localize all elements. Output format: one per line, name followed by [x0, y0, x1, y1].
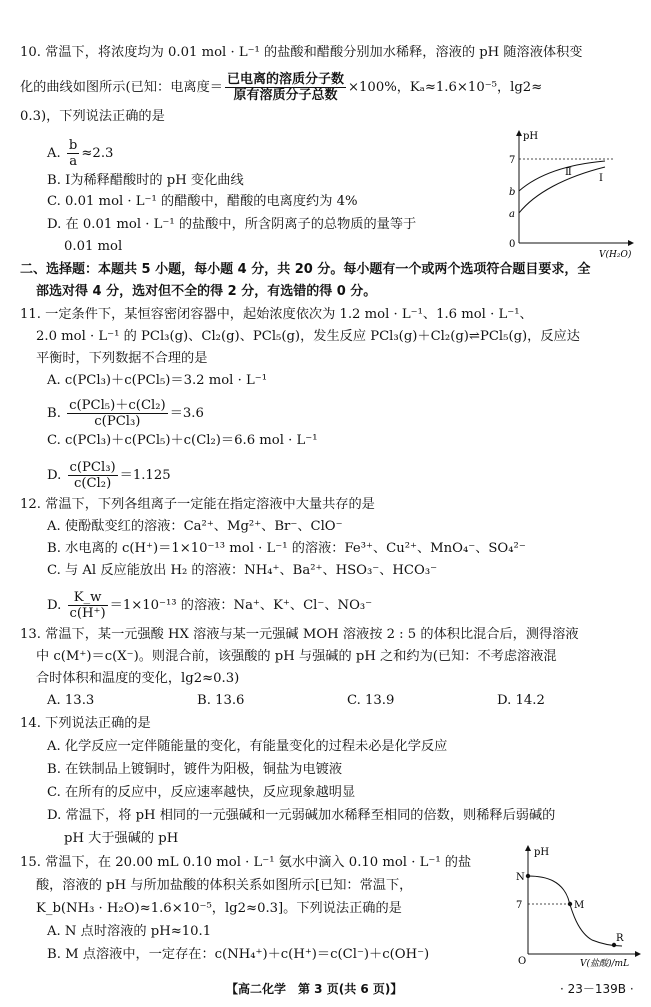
- point-r-label: R: [616, 933, 624, 944]
- q12-option-d: D. $\frac{K\_w}{c(H^+)}$ ＝1×10⁻¹³ 的溶液：Na⁺、K⁺、Cl⁻、NO₃⁻: [47, 590, 373, 621]
- q12-option-a: A. 使酚酞变红的溶液：Ca²⁺、Mg²⁺、Br⁻、ClO⁻: [47, 519, 343, 534]
- q11-line1: 11. 一定条件下，某恒容密闭容器中，起始浓度依次为 1.2 mol · L⁻¹、1.6 mol · L⁻¹、: [20, 307, 533, 322]
- q13-option-b: B. 13.6: [197, 693, 245, 708]
- q13-option-d: D. 14.2: [497, 693, 545, 708]
- q13-line3: 合时体积和温度的变化，lg2≈0.3): [36, 671, 240, 686]
- q10-option-d: D. 在 0.01 mol · L⁻¹ 的盐酸中，所含阴离子的总物质的量等于: [47, 217, 417, 232]
- q10-line2: 化的曲线如图所示(已知：电离度＝ $\frac{\text{已电离的溶质分子数}}{\text{原有溶质分子总数}}$ ×100%，Kₐ≈1.6×10⁻⁵，lg2≈: [20, 72, 543, 103]
- graph2-x-label: V(盐酸)/mL: [580, 959, 630, 969]
- q10-option-c: C. 0.01 mol · L⁻¹ 的醋酸中，醋酸的电离度约为 4%: [47, 194, 358, 209]
- ionization-degree-fraction: $\frac{\text{已电离的溶质分子数}}{\text{原有溶质分子总数}}$: [226, 72, 344, 103]
- q11-option-a: A. c(PCl₃)＋c(PCl₅)＝3.2 mol · L⁻¹: [47, 373, 267, 388]
- paper-code: · 23－139B ·: [560, 982, 634, 996]
- q10-line1: 10. 常温下，将浓度均为 0.01 mol · L⁻¹ 的盐酸和醋酸分别加水稀释，溶液的 pH 随溶液体积变: [20, 45, 583, 60]
- point-m-label: M: [574, 900, 585, 911]
- q14-option-d-cont: pH 大于强碱的 pH: [64, 831, 179, 846]
- q10-line3: 0.3)，下列说法正确的是: [20, 109, 165, 124]
- q15-line1: 15. 常温下，在 20.00 mL 0.10 mol · L⁻¹ 氨水中滴入 0.10 mol · L⁻¹ 的盐: [20, 855, 472, 870]
- q10-option-a: A. $\frac{b}{a}$ ≈2.3: [47, 138, 114, 169]
- q15-titration-graph: [508, 842, 644, 970]
- graph2-origin: O: [518, 956, 527, 967]
- q12-option-c: C. 与 Al 反应能放出 H₂ 的溶液：NH₄⁺、Ba²⁺、HSO₃⁻、HCO₃⁻: [47, 563, 438, 578]
- graph2-y-label: pH: [534, 847, 550, 858]
- q15-line3: K_b(NH₃ · H₂O)≈1.6×10⁻⁵，lg2≈0.3]。下列说法正确的是: [36, 901, 402, 916]
- graph-x-label: V(H₂O): [599, 250, 632, 260]
- q15-line2: 酸，溶液的 pH 与所加盐酸的体积关系如图所示[已知：常温下，: [36, 878, 413, 893]
- q13-option-a: A. 13.3: [47, 693, 95, 708]
- q10-option-b: B. Ⅰ为稀释醋酸时的 pH 变化曲线: [47, 173, 244, 188]
- q14-option-d: D. 常温下，将 pH 相同的一元强碱和一元弱碱加水稀释至相同的倍数，则稀释后弱碱的: [47, 808, 556, 823]
- q11-option-b: B. $\frac{\text{c(PCl₅)＋c(Cl₂)}}{\text{c(PCl₃)}}$ ＝3.6: [47, 398, 204, 429]
- q13-options: [47, 692, 545, 710]
- graph2-tick-7: 7: [516, 900, 523, 911]
- q12-option-b: B. 水电离的 c(H⁺)＝1×10⁻¹³ mol · L⁻¹ 的溶液：Fe³⁺、Cu²⁺、MnO₄⁻、SO₄²⁻: [47, 541, 526, 556]
- point-n-label: N: [516, 872, 525, 883]
- q10-dilution-graph: [505, 127, 637, 265]
- q15-option-b: B. M 点溶液中，一定存在：c(NH₄⁺)＋c(H⁺)＝c(Cl⁻)＋c(OH⁻): [47, 947, 430, 962]
- q11-line3: 平衡时，下列数据不合理的是: [36, 351, 208, 366]
- page-footer: 【高二化学 第 3 页(共 6 页)】: [226, 982, 403, 996]
- curve-i-label: Ⅰ: [599, 173, 603, 184]
- q15-option-a: A. N 点时溶液的 pH≈10.1: [47, 924, 212, 939]
- curve-ii-label: Ⅱ: [565, 167, 572, 178]
- graph-y-label: pH: [523, 131, 539, 142]
- origin-label: 0: [509, 239, 516, 250]
- q12-line1: 12. 常温下，下列各组离子一定能在指定溶液中大量共存的是: [20, 497, 375, 512]
- q14-option-a: A. 化学反应一定伴随能量的变化，有能量变化的过程未必是化学反应: [47, 739, 448, 754]
- q13-option-c: C. 13.9: [347, 693, 395, 708]
- tick-b: b: [509, 187, 516, 198]
- q13-line1: 13. 常温下，某一元强酸 HX 溶液与某一元强碱 MOH 溶液按 2 : 5 的体积比混合后，测得溶液: [20, 627, 579, 642]
- q14-option-b: B. 在铁制品上镀铜时，镀件为阳极，铜盐为电镀液: [47, 762, 343, 777]
- q10-option-d-cont: 0.01 mol: [64, 239, 123, 254]
- tick-7: 7: [509, 155, 516, 166]
- q14-line1: 14. 下列说法正确的是: [20, 716, 151, 731]
- q13-line2: 中 c(M⁺)＝c(X⁻)。则混合前，该强酸的 pH 与强碱的 pH 之和约为(已知：不考虑溶液混: [36, 649, 557, 664]
- q11-line2: 2.0 mol · L⁻¹ 的 PCl₃(g)、Cl₂(g)、PCl₅(g)，发生反应 PCl₃(g)＋Cl₂(g)⇌PCl₅(g)，反应达: [36, 329, 580, 344]
- q14-option-c: C. 在所有的反应中，反应速率越快，反应现象越明显: [47, 785, 356, 800]
- q11-option-d: D. $\frac{\text{c(PCl₃)}}{\text{c(Cl₂)}}$ ＝1.125: [47, 460, 171, 491]
- q11-option-c: C. c(PCl₃)＋c(PCl₅)＋c(Cl₂)＝6.6 mol · L⁻¹: [47, 433, 318, 448]
- section2-heading: 二、选择题：本题共 5 小题，每小题 4 分，共 20 分。每小题有一个或两个选项符合题目要求，全: [20, 262, 591, 277]
- section2-heading-cont: 部选对得 4 分，选对但不全的得 2 分，有选错的得 0 分。: [36, 284, 377, 299]
- tick-a: a: [509, 209, 515, 220]
